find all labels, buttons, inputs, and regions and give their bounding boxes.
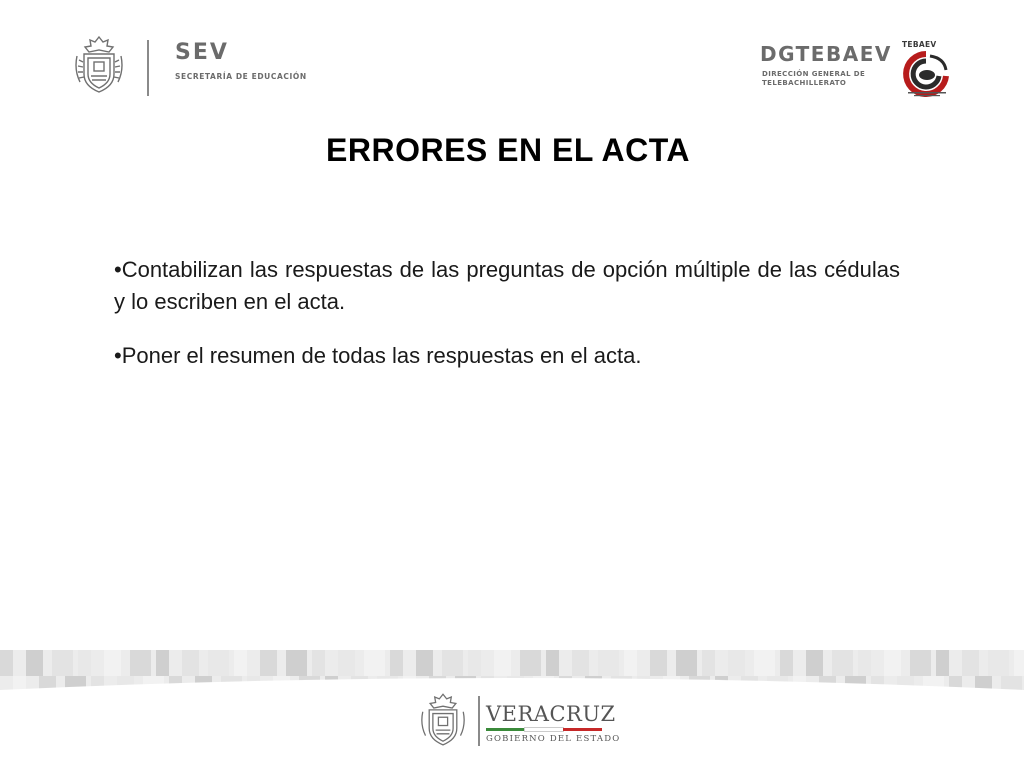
flag-stripes	[486, 728, 602, 731]
state-crest-icon	[420, 690, 466, 750]
sev-subtitle: SECRETARÍA DE EDUCACIÓN	[175, 72, 307, 81]
veracruz-subtitle: GOBIERNO DEL ESTADO	[486, 734, 621, 744]
dgtebaev-subtitle-line: DIRECCIÓN GENERAL DE	[762, 70, 866, 78]
sev-divider	[147, 40, 149, 96]
veracruz-divider	[478, 696, 480, 746]
veracruz-logo	[420, 690, 620, 760]
slide-content	[114, 254, 900, 394]
sev-logo	[74, 34, 314, 98]
tebaev-logo-icon	[900, 48, 952, 100]
sev-title: SEV	[175, 40, 229, 65]
flag-stripe-green	[486, 728, 525, 731]
veracruz-title: VERACRUZ	[486, 702, 616, 726]
tebaev-label: TEBAEV	[902, 40, 937, 49]
bullet-item: •Contabilizan las respuestas de las preguntas de opción múltiple de las cédulas y lo escriben en el acta.	[114, 257, 900, 314]
dgtebaev-title: DGTEBAEV	[760, 42, 892, 66]
flag-stripe-red	[563, 728, 602, 731]
bullet-item: •Poner el resumen de todas las respuestas en el acta.	[114, 343, 642, 368]
dgtebaev-subtitle	[762, 70, 872, 88]
state-crest-icon	[74, 34, 124, 96]
dgtebaev-logo	[760, 40, 960, 100]
slide-title: ERRORES EN EL ACTA	[326, 132, 690, 168]
dgtebaev-subtitle-line: TELEBACHILLERATO	[762, 79, 847, 87]
flag-stripe-white	[525, 728, 564, 731]
